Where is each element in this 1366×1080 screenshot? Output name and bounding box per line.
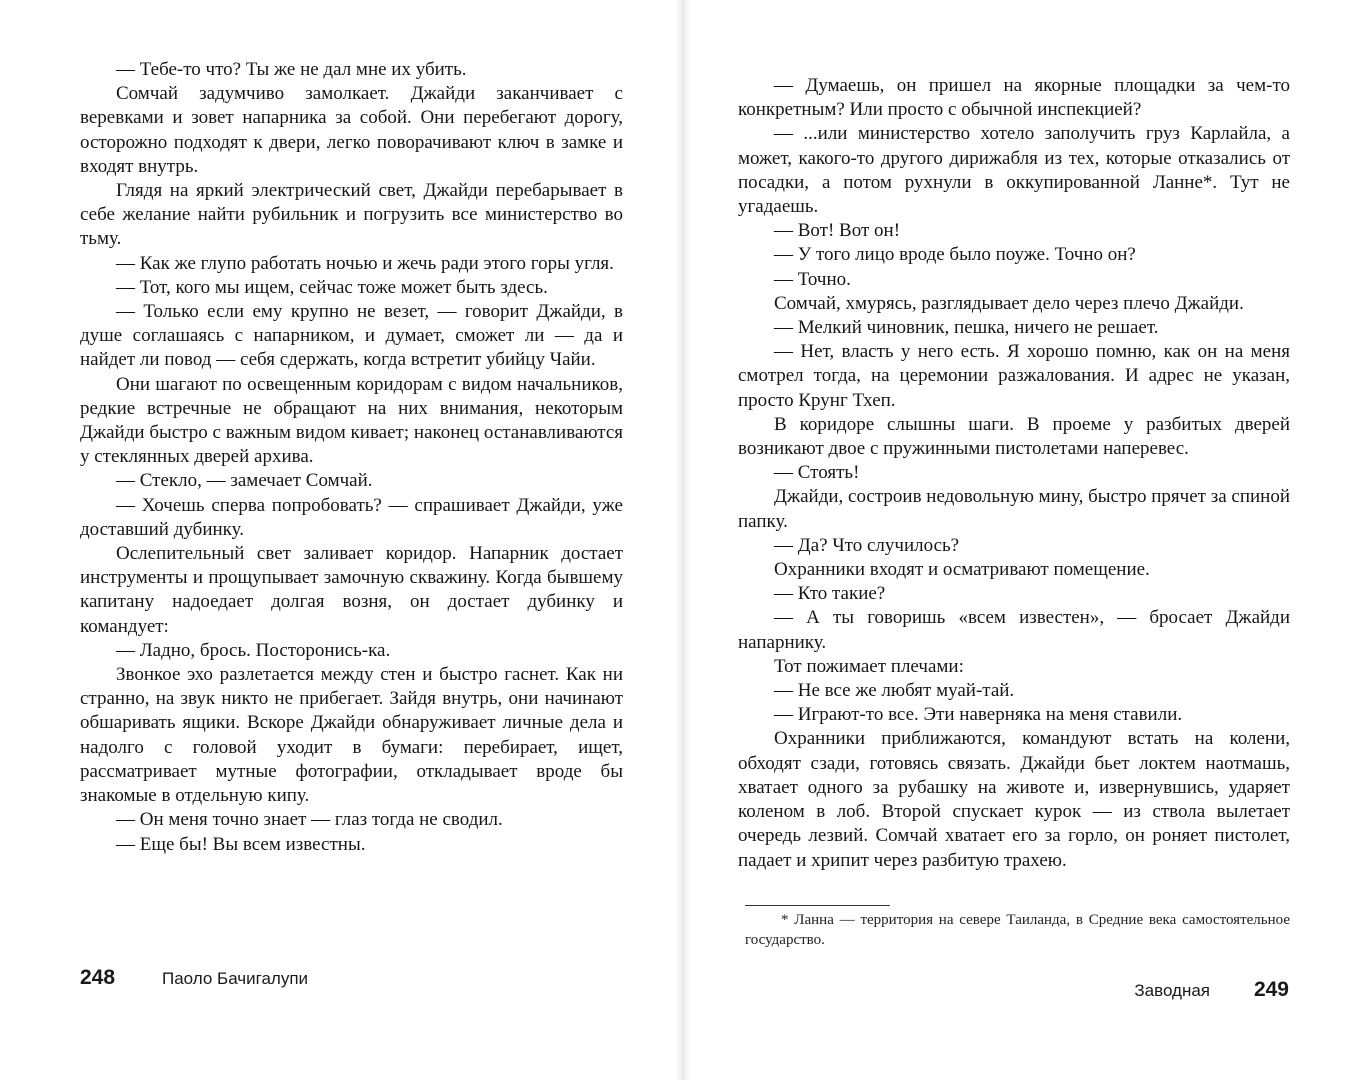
left-running-head: Паоло Бачигалупи [162, 969, 309, 988]
left-paragraph: Звонкое эхо разлетается между стен и быстро гаснет. Как ни странно, на звук никто не прибегает. Зайдя внутрь, они начинают обшаривать ящики. Вскоре Джайди обнаруживает личные дела и надолго с головой уходит в бумаги: перебирает, ищет, рассматривает мутные фотографии, откладывает вроде бы знакомые в отдельную кипу. [80, 664, 623, 807]
right-paragraph: — Нет, власть у него есть. Я хорошо помню, как он на меня смотрел тогда, на церемонии разжалования. И адрес не указан, просто Крунг Тхеп. [738, 341, 1290, 411]
right-running-head: Заводная [1134, 981, 1210, 1000]
left-paragraph: — Стекло, — замечает Сомчай. [116, 470, 373, 492]
right-paragraph: — Думаешь, он пришел на якорные площадки за чем-то конкретным? Или просто с обычной инспекцией? [738, 75, 1290, 121]
right-paragraph: — Вот! Вот он! [774, 220, 901, 242]
right-paragraph: — Да? Что случилось? [774, 534, 960, 556]
left-paragraph: — Тот, кого мы ищем, сейчас тоже может быть здесь. [116, 276, 548, 298]
left-paragraph: — Он меня точно знает — глаз тогда не сводил. [116, 809, 503, 831]
left-text-column [80, 58, 623, 857]
right-text-column [738, 74, 1290, 873]
right-paragraph: Тот пожимает плечами: [774, 655, 964, 677]
right-paragraph: В коридоре слышны шаги. В проеме у разбитых дверей возникают двое с пружинными пистолетами наперевес. [738, 413, 1290, 460]
right-paragraph: — Точно. [774, 268, 851, 290]
right-paragraph: — Мелкий чиновник, пешка, ничего не решает. [774, 317, 1159, 339]
left-paragraph: Глядя на яркий электрический свет, Джайди перебарывает в себе желание найти рубильник и погрузить все министерство во тьму. [80, 180, 623, 250]
left-paragraph: Они шагают по освещенным коридорам с видом начальников, редкие встречные не обращают на них внимания, некоторым Джайди быстро с важным видом кивает; наконец останавливаются у стеклянных дверей архива. [80, 373, 623, 468]
right-paragraph: — Не все же любят муай-тай. [774, 680, 1015, 702]
right-paragraph: — Стоять! [774, 462, 860, 484]
left-paragraph: — Еще бы! Вы всем известны. [116, 833, 366, 855]
right-paragraph: Охранники входят и осматривают помещение. [774, 559, 1150, 581]
left-paragraph: — Ладно, брось. Посторонись-ка. [116, 639, 391, 661]
left-paragraph: — Хочешь сперва попробовать? — спрашивает Джайди, уже доставший дубинку. [80, 494, 623, 540]
right-paragraph: Охранники приближаются, командуют встать на колени, обходят сзади, готовясь связать. Джайди бьет локтем наотмашь, хватает одного за рубашку на животе и, извернувшись, ударяет коленом в лоб. Второй спускает курок — из ствола вылетает очередь лезвий. Сомчай хватает его за горло, он роняет пистолет, падает и хрипит через разбитую трахею. [738, 728, 1290, 871]
footnote-separator [745, 905, 890, 906]
right-paragraph: — У того лицо вроде было поуже. Точно он? [774, 244, 1136, 266]
right-page [683, 0, 1366, 1080]
left-paragraph: — Только если ему крупно не везет, — говорит Джайди, в душе соглашаясь с напарником, и думает, сможет ли — да и найдет ли повод — себя сдержать, когда встретит убийцу Чайи. [80, 301, 623, 371]
footnote: * Ланна — территория на севере Таиланда, в Средние века самостоятельное государство. [745, 912, 1290, 948]
right-paragraph: Джайди, состроив недовольную мину, быстро прячет за спиной папку. [738, 486, 1291, 532]
left-paragraph: Сомчай задумчиво замолкает. Джайди заканчивает с веревками и зовет напарника за собой. Они перебегают дорогу, осторожно подходят к двери, легко поворачивают ключ в замке и входят внутрь. [80, 83, 623, 177]
right-paragraph: — ...или министерство хотело заполучить груз Карлайла, а может, какого-то другого дирижабля из тех, которые отказались от посадки, а потом рухнули в оккупированной Ланне*. Тут не угадаешь. [738, 123, 1290, 218]
right-paragraph: — Кто такие? [774, 583, 886, 605]
left-paragraph: — Тебе-то что? Ты же не дал мне их убить. [116, 59, 467, 80]
right-paragraph: — Играют-то все. Эти наверняка на меня ставили. [774, 704, 1183, 726]
left-paragraph: Ослепительный свет заливает коридор. Напарник достает инструменты и прощупывает замочную скважину. Когда бывшему капитану надоедает долгая возня, он достает дубинку и командует: [80, 543, 623, 637]
right-page-number: 249 [1253, 978, 1289, 1001]
right-paragraph: — А ты говоришь «всем известен», — бросает Джайди напарнику. [738, 607, 1290, 653]
right-paragraph: Сомчай, хмурясь, разглядывает дело через плечо Джайди. [774, 292, 1244, 314]
left-page-number: 248 [80, 966, 116, 989]
left-paragraph: — Как же глупо работать ночью и жечь ради этого горы угля. [116, 252, 614, 274]
